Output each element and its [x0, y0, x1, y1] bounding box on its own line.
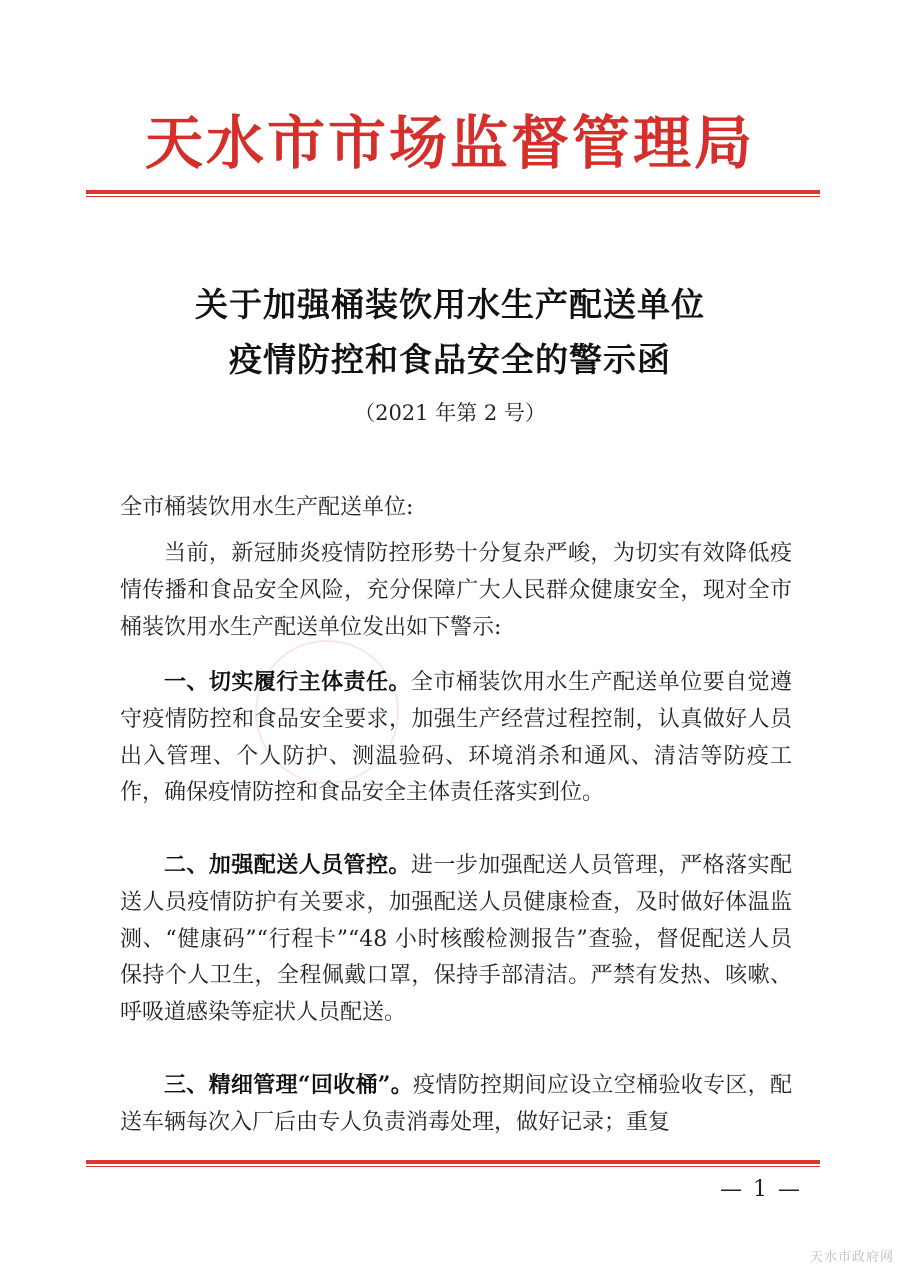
- page-number: — 1 —: [720, 1177, 802, 1202]
- paragraph-section-1: [120, 664, 792, 812]
- paragraph-section-2: [120, 847, 792, 1032]
- document-title-line-2: 疫情防控和食品安全的警示函: [229, 340, 671, 379]
- site-watermark: 天水市政府网: [809, 1250, 894, 1265]
- paragraph-text: 进一步加强配送人员管理，严格落实配送人员疫情防护有关要求，加强配送人员健康检查，及时做好体温监测、“健康码”“行程卡”“48 小时核酸检测报告”查验，督促配送人员保持个人卫生，全程佩戴口罩，保持手部清洁。严禁有发热、咳嗽、呼吸道感染等症状人员配送。: [120, 853, 792, 1026]
- document-number: （2021 年第 2 号）: [354, 401, 546, 425]
- paragraph-text: 疫情防控期间应设立空桶验收专区，配送车辆每次入厂后由专人负责消毒处理，做好记录；重复: [120, 1073, 792, 1135]
- section-heading: 一、切实履行主体责任。: [164, 669, 411, 695]
- header-red-rule: [86, 190, 820, 197]
- section-heading: 三、精细管理“回收桶”。: [164, 1072, 414, 1098]
- document-title-line-1: 关于加强桶装饮用水生产配送单位: [195, 285, 705, 324]
- paragraph-intro: [120, 536, 792, 646]
- paragraph-text: 当前，新冠肺炎疫情防控形势十分复杂严峻，为切实有效降低疫情传播和食品安全风险，充分保障广大人民群众健康安全，现对全市桶装饮用水生产配送单位发出如下警示:: [120, 541, 792, 640]
- footer-red-rule: [86, 1160, 820, 1167]
- paragraph-section-3: [120, 1067, 792, 1141]
- paragraph-text: 全市桶装饮用水生产配送单位要自觉遵守疫情防控和食品安全要求，加强生产经营过程控制，认真做好人员出入管理、个人防护、测温验码、环境消杀和通风、清洁等防疫工作，确保疫情防控和食品安全主体责任落实到位。: [120, 670, 792, 806]
- section-heading: 二、加强配送人员管控。: [164, 852, 411, 878]
- issuing-organization: 天水市市场监督管理局: [144, 109, 755, 177]
- addressee: 全市桶装饮用水生产配送单位:: [120, 495, 414, 520]
